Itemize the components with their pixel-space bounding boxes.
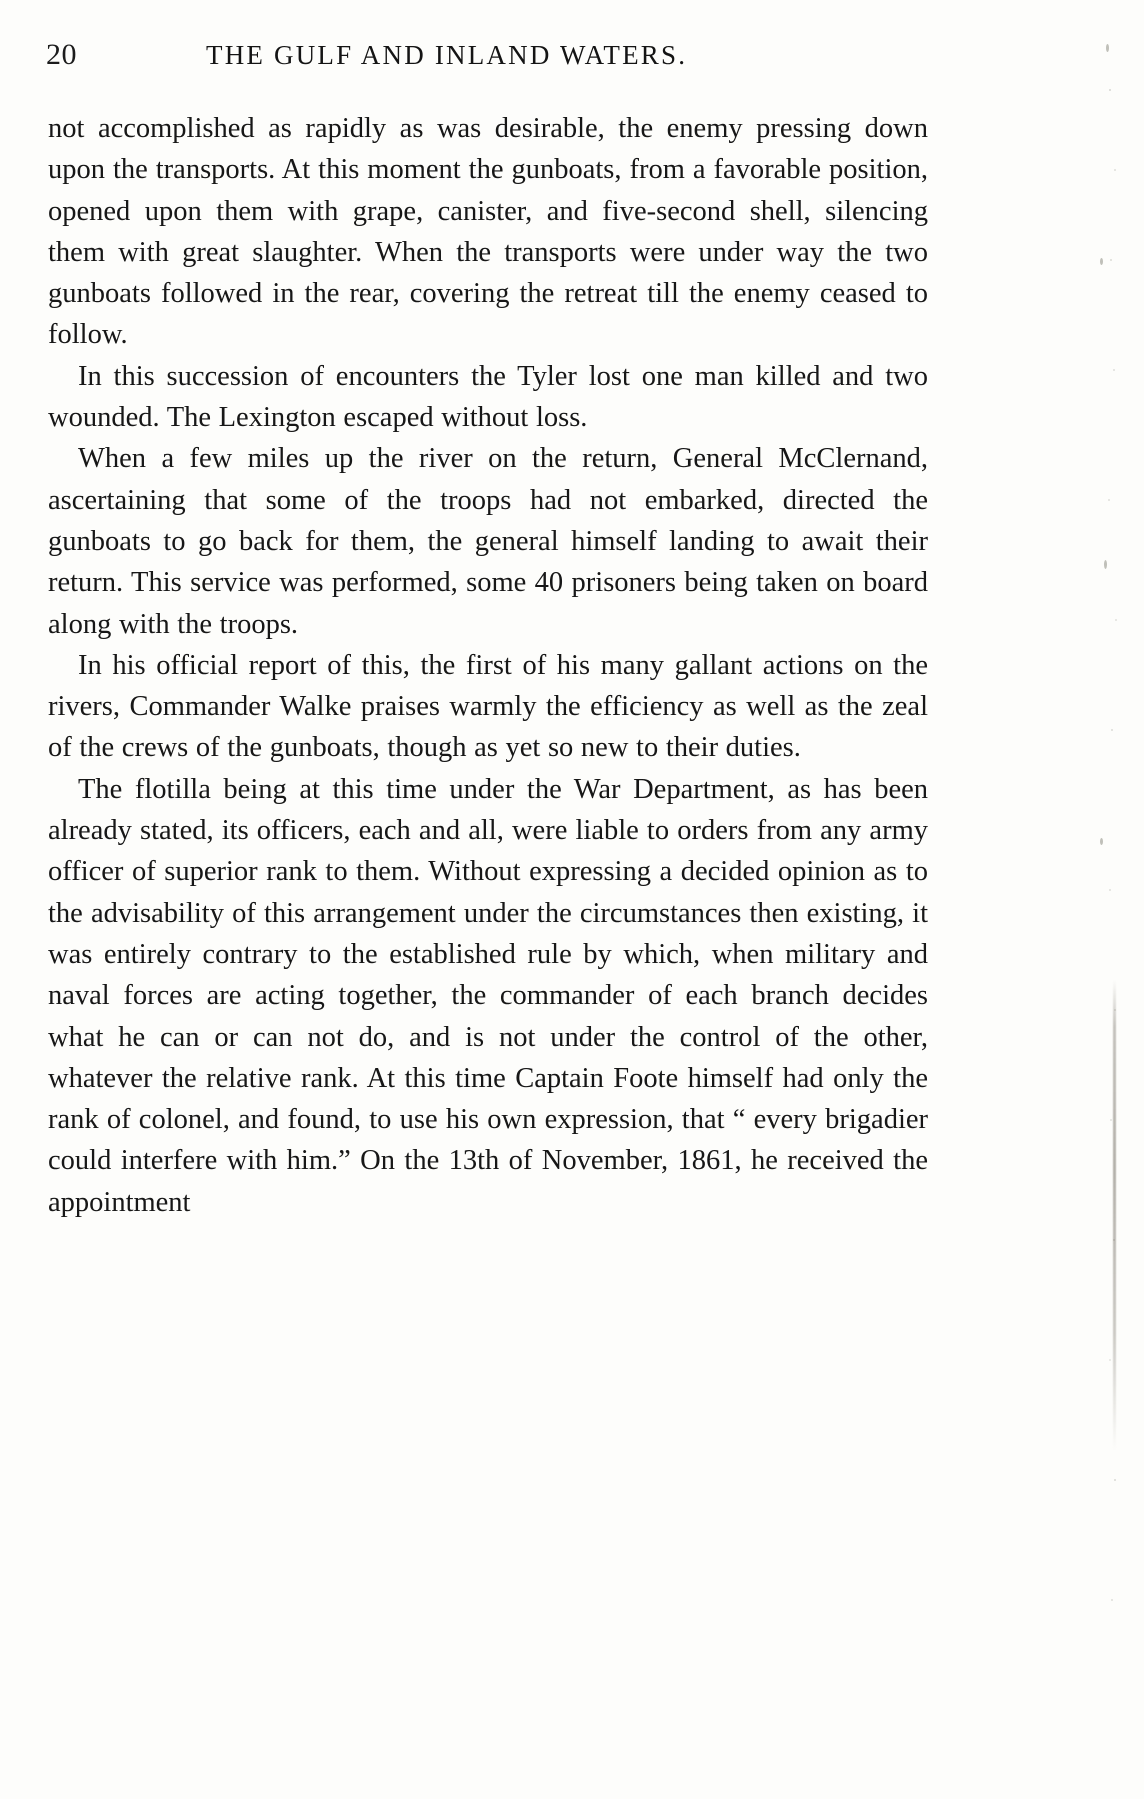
running-head: THE GULF AND INLAND WATERS. — [206, 40, 688, 70]
paragraph: In this succession of encounters the Tyler lost one man killed and two wounded. The Lexington escaped without loss. — [48, 360, 928, 434]
page-edge-mark — [1113, 980, 1116, 1450]
paragraph: In his official report of this, the first of his many gallant actions on the rivers, Commander Walke praises warmly the efficiency as well as the zeal of the crews of the gunboats, though as yet so new to their duties. — [48, 649, 928, 764]
paragraph: The flotilla being at this time under the War Department, as has been already stated, its officers, each and all, were liable to orders from any army officer of superior rank to them. Without expressing a decided opinion as to the advisability of this arrangement under the circumstances then existing, it was entirely contrary to the established rule by which, when military and naval forces are acting together, the commander of each branch decides what he can or can not do, and is not under the control of the other, whatever the relative rank. At this time Captain Foote himself had only the rank of colonel, and found, to use his own expression, that “ every brigadier could interfere with him.” On the 13th of November, 1861, he received the appointment — [48, 773, 928, 1218]
speck — [1106, 44, 1109, 52]
speck — [1100, 838, 1103, 845]
body-text — [48, 108, 928, 1223]
speck — [1100, 258, 1103, 265]
page-edge-texture — [1106, 30, 1120, 1760]
page-number: 20 — [46, 38, 77, 71]
speck — [1104, 560, 1107, 569]
paragraph: When a few miles up the river on the return, General McClernand, ascertaining that some of the troops had not embarked, directed the gunboats to go back for them, the general himself landing to await their return. This service was performed, some 40 prisoners being taken on board along with the troops. — [48, 443, 928, 640]
page-header — [46, 38, 1024, 84]
paragraph: not accomplished as rapidly as was desirable, the enemy pressing down upon the transports. At this moment the gunboats, from a favorable position, opened upon them with grape, canister, and five-second shell, silencing them with great slaughter. When the transports were under way the two gunboats followed in the rear, covering the retreat till the enemy ceased to follow. — [48, 113, 928, 351]
